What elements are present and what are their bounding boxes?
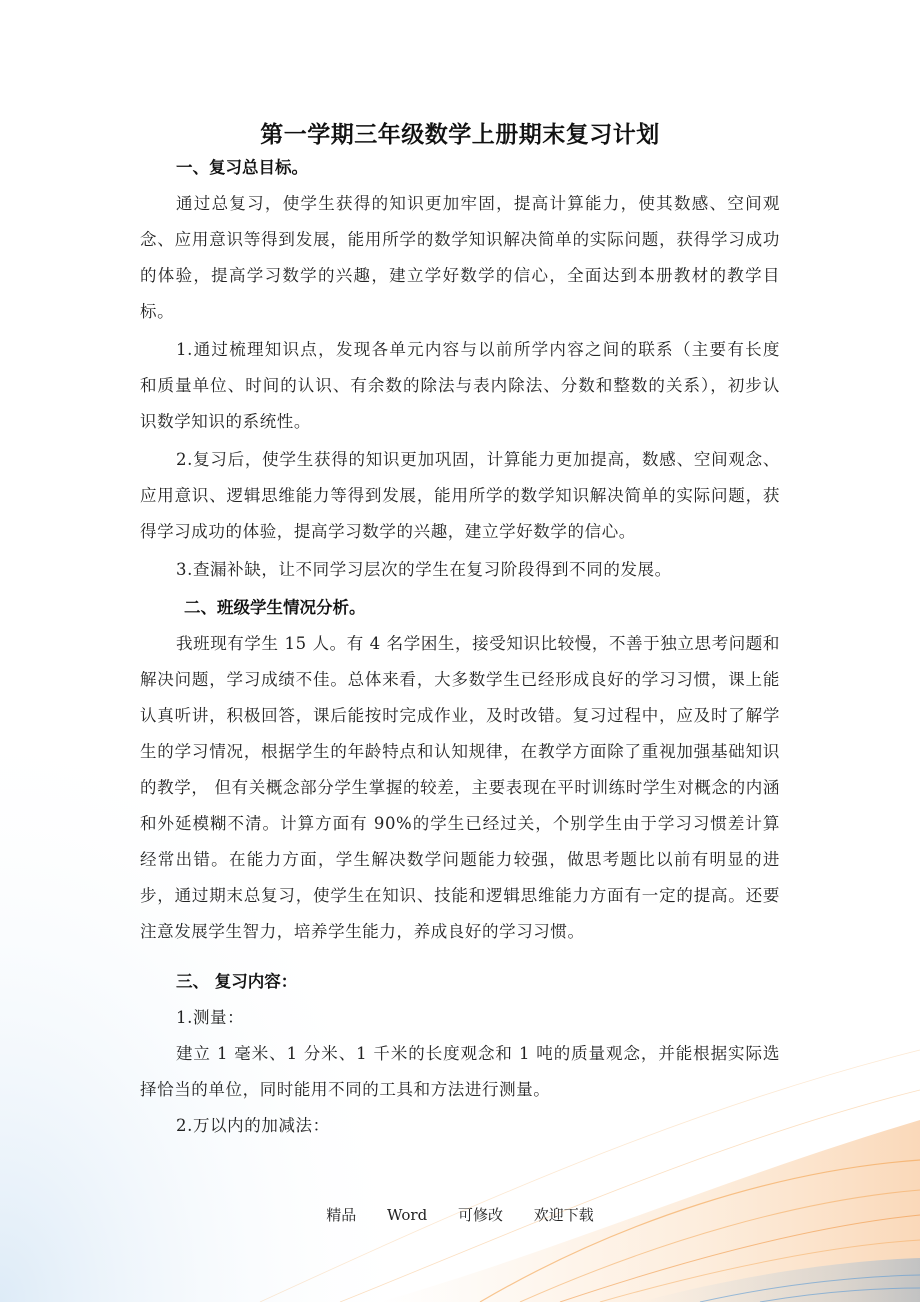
paragraph-goal-item-3: 3.查漏补缺，让不同学习层次的学生在复习阶段得到不同的发展。 [176, 560, 672, 579]
section-heading-analysis: 二、班级学生情况分析。 [184, 598, 366, 617]
footer-text-3: 可修改 [457, 1206, 503, 1224]
footer-text-4: 欢迎下载 [533, 1206, 594, 1224]
page-footer [0, 1204, 920, 1225]
paragraph-goal-item-1: 1.通过梳理知识点，发现各单元内容与以前所学内容之间的联系（主要有长度 和质量单位、时间的认识、有余数的除法与表内除法、分数和整数的关系），初步认识数学知识的系统性。 [140, 340, 780, 431]
section-heading-goals: 一、复习总目标。 [176, 158, 308, 177]
document-title: 第一学期三年级数学上册期末复习计划 [260, 121, 660, 148]
footer-text-2: Word [387, 1206, 428, 1224]
section-heading-content: 三、 复习内容： [176, 972, 298, 991]
paragraph-goal-intro: 通过总复习，使学生获得的知识更加牢固，提高计算能力，使其数感、空间观念、应用意识等得到发展，能用所学的数学知识解决简单的实际问题，获得学习成功的体验，提高学习数学的兴趣，建立学好数学的信心，全面达到本册教材的教学目标。 [140, 194, 780, 321]
paragraph-goal-item-2: 2.复习后，使学生获得的知识更加巩固，计算能力更加提高，数感、空间观念、应用意识、逻辑思维能力等得到发展，能用所学的数学知识解决简单的实际问题，获得学习成功的体验，提高学习数学的兴趣，建立学好数学的信心。 [140, 450, 780, 541]
document-body [140, 150, 780, 1144]
paragraph-measurement: 建立 1 毫米、1 分米、1 千米的长度观念和 1 吨的质量观念，并能根据实际选择恰当的单位，同时能用不同的工具和方法进行测量。 [140, 1044, 780, 1099]
list-item-addition-subtraction: 2.万以内的加减法： [176, 1116, 330, 1135]
paragraph-analysis: 我班现有学生 15 人。有 4 名学困生，接受知识比较慢，不善于独立思考问题和解决问题，学习成绩不佳。总体来看，大多数学生已经形成良好的学习习惯，课上能认真听讲，积极回答，课后能按时完成作业，及时改错。复习过程中，应及时了解学生的学习情况，根据学生的年龄特点和认知规律，在教学方面除了重视加强基础知识的教学， 但有关概念部分学生掌握的较差，主要表现在平时训练时学生对概念的内涵和外延模糊不清。计算方面有 90%的学生已经过关，个别学生由于学习习惯差计算经常出错。在能力方面，学生解决数学问题能力较强，做思考题比以前有明显的进步，通过期末总复习，使学生在知识、技能和逻辑思维能力方面有一定的提高。还要注意发展学生智力，培养学生能力，养成良好的学习习惯。 [140, 634, 780, 941]
footer-text-1: 精品 [326, 1206, 357, 1224]
list-item-measurement: 1.测量： [176, 1008, 245, 1027]
